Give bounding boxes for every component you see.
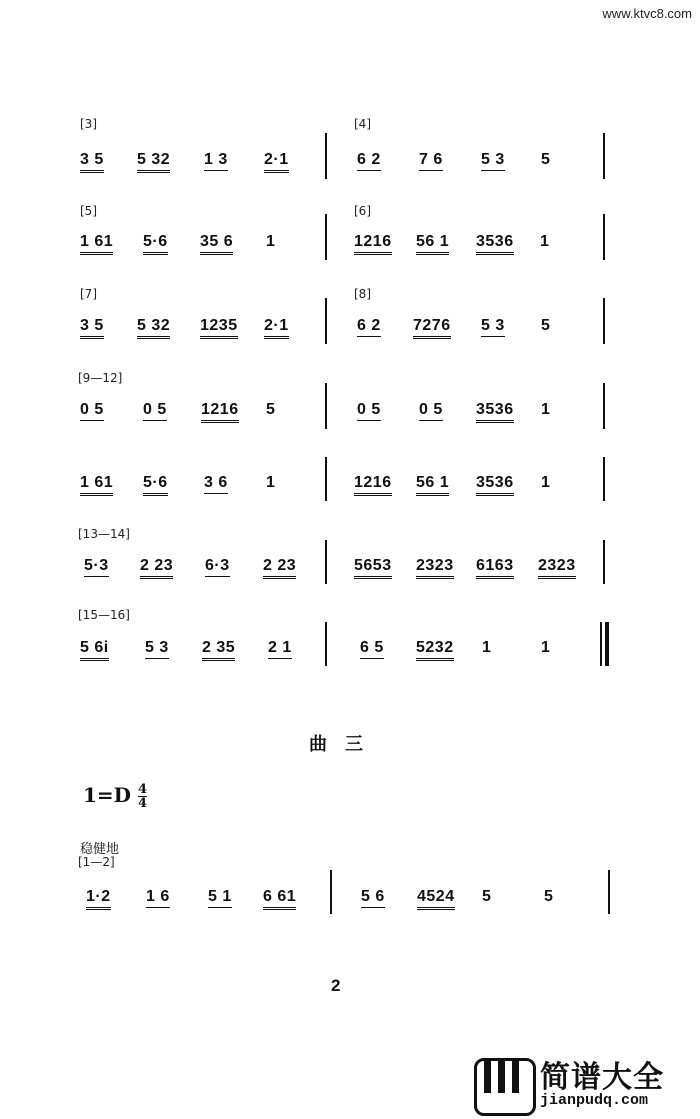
measure-label: [13—14]: [78, 527, 130, 541]
note-group: 2323: [538, 557, 576, 579]
note-group: 7 6: [419, 151, 443, 171]
barline: [603, 133, 605, 179]
barline: [325, 298, 327, 344]
note-group: 2 35: [202, 639, 235, 661]
note-group: 1: [541, 474, 551, 491]
note-group: 0 5: [80, 401, 104, 421]
measure-label: [3]: [80, 117, 97, 131]
note-group: 5·3: [84, 557, 109, 577]
note-group: 56 1: [416, 233, 449, 255]
time-signature-top: 4: [138, 782, 148, 797]
note-group: 5653: [354, 557, 392, 579]
barline: [325, 457, 327, 501]
note-group: 5: [541, 317, 551, 334]
note-group: 1235: [200, 317, 238, 339]
note-group: 1216: [354, 474, 392, 496]
measure-label: [15—16]: [78, 608, 130, 622]
note-group: 1: [482, 639, 492, 656]
note-group: 1: [541, 639, 551, 656]
note-group: 5: [266, 401, 276, 418]
note-group: 56 1: [416, 474, 449, 496]
note-group: 5 3: [481, 317, 505, 337]
note-group: 5 32: [137, 151, 170, 173]
barline: [325, 133, 327, 179]
note-group: 2·1: [264, 151, 289, 173]
note-group: 1 3: [204, 151, 228, 171]
barline: [325, 383, 327, 429]
barline: [325, 622, 327, 666]
logo-text: 简谱大全: [540, 1060, 664, 1095]
note-group: 5: [541, 151, 551, 168]
note-group: 5: [482, 888, 492, 905]
measure-label: [1—2]: [78, 855, 115, 869]
time-signature: [138, 783, 147, 810]
note-group: 4524: [417, 888, 455, 910]
note-group: 2·1: [264, 317, 289, 339]
key-signature-text: 1=D: [83, 783, 132, 807]
measure-label: [5]: [80, 204, 97, 218]
note-group: 6 2: [357, 317, 381, 337]
note-group: 5·6: [143, 233, 168, 255]
note-group: 2 23: [140, 557, 173, 579]
barline: [608, 870, 610, 914]
note-group: 5: [544, 888, 554, 905]
measure-label: [4]: [354, 117, 371, 131]
barline: [603, 540, 605, 584]
note-group: 1·2: [86, 888, 111, 910]
note-group: 3 5: [80, 151, 104, 173]
barline: [330, 870, 332, 914]
barline: [603, 214, 605, 260]
note-group: 35 6: [200, 233, 233, 255]
barline: [603, 457, 605, 501]
note-group: 6 5: [360, 639, 384, 659]
page-number: 2: [331, 976, 341, 995]
note-group: 1216: [354, 233, 392, 255]
measure-label: [7]: [80, 287, 97, 301]
barline: [603, 298, 605, 344]
measure-label: [9—12]: [78, 371, 123, 385]
barline: [325, 214, 327, 260]
time-signature-bottom: 4: [138, 796, 148, 811]
note-group: 1 61: [80, 474, 113, 496]
note-group: 5 3: [145, 639, 169, 659]
note-group: 3536: [476, 401, 514, 423]
note-group: 0 5: [357, 401, 381, 421]
key-signature: [83, 783, 147, 810]
note-group: 6 61: [263, 888, 296, 910]
note-group: 5·6: [143, 474, 168, 496]
note-group: 1 61: [80, 233, 113, 255]
note-group: 1216: [201, 401, 239, 423]
note-group: 6 2: [357, 151, 381, 171]
piano-icon: [474, 1058, 536, 1116]
note-group: 5 32: [137, 317, 170, 339]
note-group: 3536: [476, 474, 514, 496]
tempo-marking: 稳健地: [80, 842, 120, 857]
note-group: 5 1: [208, 888, 232, 908]
note-group: 6·3: [205, 557, 230, 577]
note-group: 0 5: [143, 401, 167, 421]
note-group: 1: [266, 474, 276, 491]
note-group: 7276: [413, 317, 451, 339]
note-group: 1: [541, 401, 551, 418]
section-title: 曲 三: [309, 734, 363, 755]
note-group: 5232: [416, 639, 454, 661]
site-logo[interactable]: [474, 1052, 698, 1114]
final-barline-thick: [605, 622, 609, 666]
note-group: 5 6: [361, 888, 385, 908]
barline: [325, 540, 327, 584]
note-group: 3 6: [204, 474, 228, 494]
note-group: 5 3: [481, 151, 505, 171]
note-group: 3536: [476, 233, 514, 255]
final-barline-thin: [600, 622, 602, 666]
note-group: 2 23: [263, 557, 296, 579]
note-group: 2323: [416, 557, 454, 579]
note-group: 2 1: [268, 639, 292, 659]
measure-label: [8]: [354, 287, 371, 301]
note-group: 6163: [476, 557, 514, 579]
note-group: 0 5: [419, 401, 443, 421]
logo-url: jianpudq.com: [540, 1092, 649, 1109]
note-group: 1 6: [146, 888, 170, 908]
note-group: 5 6i: [80, 639, 109, 661]
note-group: 1: [540, 233, 550, 250]
barline: [603, 383, 605, 429]
measure-label: [6]: [354, 204, 371, 218]
site-url[interactable]: www.ktvc8.com: [602, 6, 692, 21]
note-group: 1: [266, 233, 276, 250]
note-group: 3 5: [80, 317, 104, 339]
